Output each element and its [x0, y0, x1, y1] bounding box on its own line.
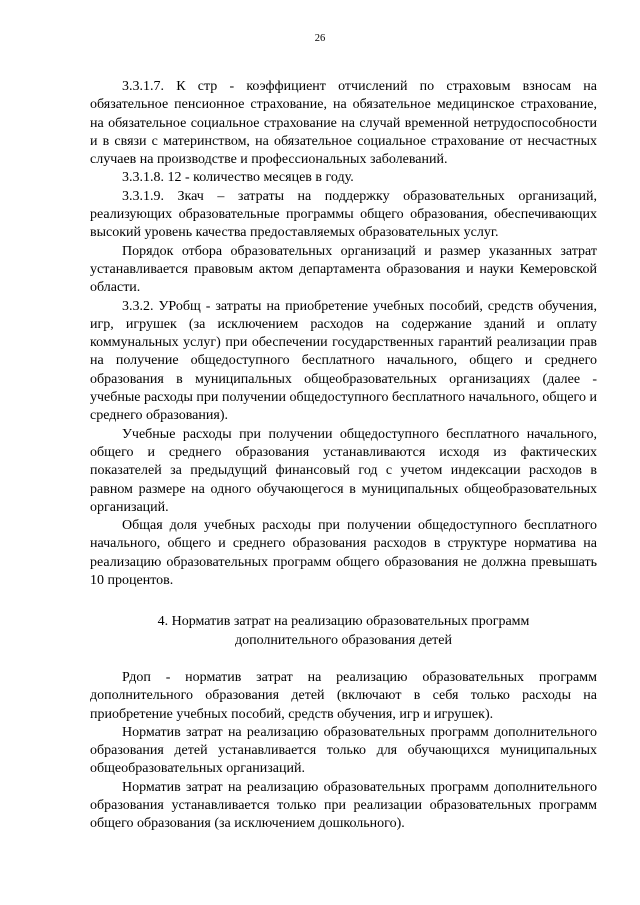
paragraph-selection-order: Порядок отбора образовательных организаций и размер указанных затрат устанавливается правовым актом департамента образования и науки Кемеровской области. [90, 243, 597, 296]
paragraph-norm-students: Норматив затрат на реализацию образовательных программ дополнительного образования детей устанавливается только для обучающихся муниципальных общеобразовательных организаций. [90, 724, 597, 777]
paragraph-educational-expenses: Учебные расходы при получении общедоступного бесплатного начального, общего и среднего образования устанавливаются исходя из фактических показателей за предыдущий финансовый год с учетом индексации расходов в равном размере на одного обучающегося в муниципальных общеобразовательных организаций. [90, 426, 597, 515]
section-heading-line-2: дополнительного образования детей [235, 632, 452, 648]
page-number: 26 [314, 33, 326, 44]
paragraph-3-3-1-8: 3.3.1.8. 12 - количество месяцев в году. [122, 170, 354, 186]
paragraph-rdop-definition: Рдоп - норматив затрат на реализацию образовательных программ дополнительного образования детей (включают в себя только расходы на приобретение учебных пособий, средств обучения, игр и игрушек). [90, 669, 597, 722]
paragraph-3-3-2: 3.3.2. УРобщ - затраты на приобретение учебных пособий, средств обучения, игр, игрушек (за исключением расходов на содержание зданий и оплату коммунальных услуг) при обеспечении государственных гарантий реализации прав на получение общедоступного бесплатного начального, общего и среднего образования в муниципальных общеобразовательных организациях (далее - учебные расходы при получении общедоступного бесплатного начального, общего и среднего образования). [90, 298, 597, 424]
document-body [90, 78, 597, 834]
section-heading [90, 613, 597, 650]
paragraph-3-3-1-7: 3.3.1.7. К стр - коэффициент отчислений по страховым взносам на обязательное пенсионное страхование, на обязательное медицинское страхование, на обязательное социальное страхование на случай временной нетрудоспособности и в связи с материнством, на обязательное социальное страхование от несчастных случаев на производстве и профессиональных заболеваний. [90, 79, 597, 168]
section-heading-line-1: 4. Норматив затрат на реализацию образовательных программ [157, 614, 530, 630]
paragraph-3-3-1-9: 3.3.1.9. Зкач – затраты на поддержку образовательных организаций, реализующих образовательные программы общего образования, обеспечивающих высокий уровень качества предоставляемых образовательных услуг. [90, 188, 597, 241]
paragraph-expenses-share: Общая доля учебных расходы при получении общедоступного бесплатного начального, общего и среднего образования расходов в структуре норматива на реализацию образовательных программ общего образования не должна превышать 10 процентов. [90, 518, 597, 589]
paragraph-norm-implementation: Норматив затрат на реализацию образовательных программ дополнительного образования устанавливается только при реализации образовательных программ общего образования (за исключением дошкольного). [90, 779, 597, 832]
